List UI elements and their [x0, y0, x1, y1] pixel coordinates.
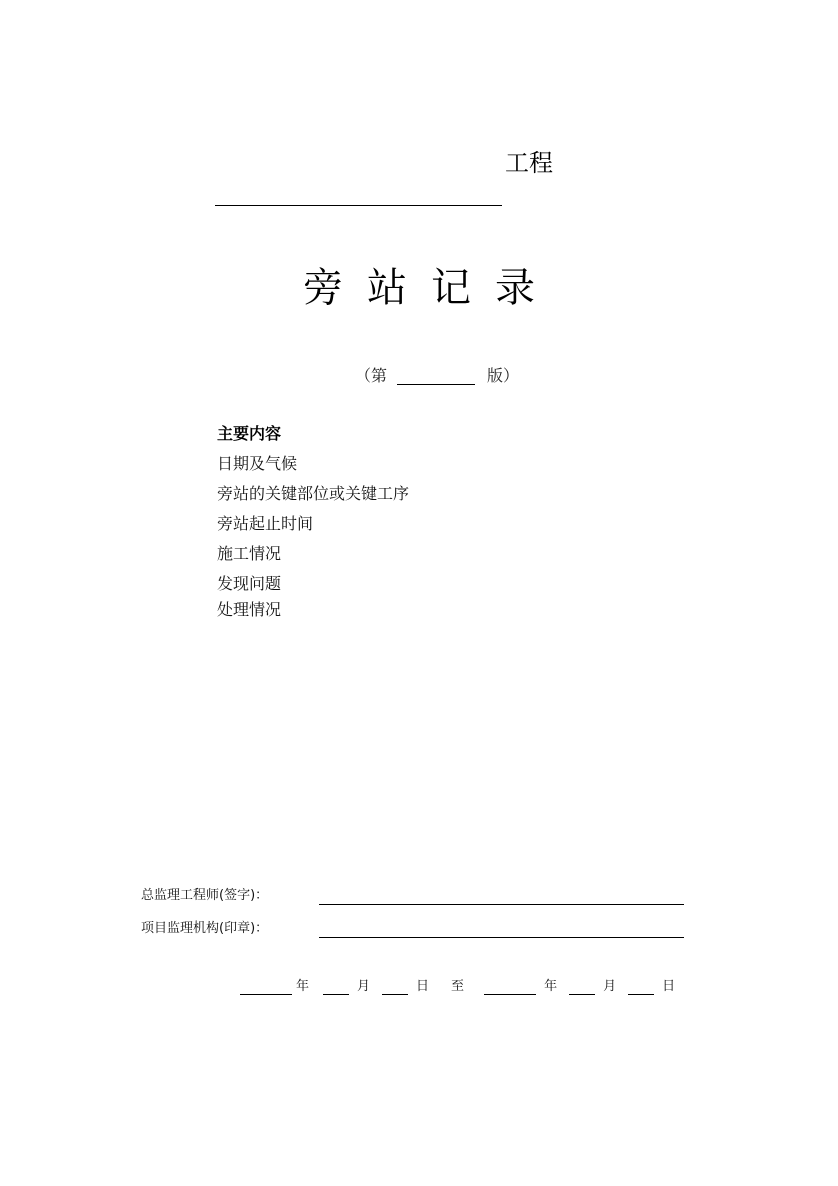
agency-label: 项目监理机构(印章)：: [141, 921, 269, 936]
date-range-row: [240, 977, 675, 997]
end-month-unit: 月: [603, 979, 617, 994]
contents-heading: 主要内容: [217, 424, 282, 443]
agency-seal-blank[interactable]: [319, 937, 684, 938]
title-char: 旁: [303, 265, 343, 311]
start-year-unit: 年: [296, 979, 310, 994]
page-title: [0, 258, 838, 318]
start-day-blank[interactable]: [382, 978, 408, 995]
list-item: 日期及气候: [217, 454, 298, 473]
end-day-unit: 日: [662, 979, 676, 994]
start-month-unit: 月: [357, 979, 371, 994]
start-year-blank[interactable]: [240, 978, 292, 995]
list-item: 处理情况: [217, 600, 282, 619]
end-year-unit: 年: [544, 979, 558, 994]
edition-prefix: （第: [355, 366, 388, 385]
end-year-blank[interactable]: [484, 978, 536, 995]
chief-engineer-signature-blank[interactable]: [319, 904, 684, 905]
title-char: 记: [431, 265, 471, 311]
list-item: 旁站起止时间: [217, 514, 314, 533]
edition-number-blank[interactable]: [397, 368, 475, 385]
list-item: 旁站的关键部位或关键工序: [217, 484, 410, 503]
to-label: 至: [451, 979, 465, 994]
chief-engineer-label: 总监理工程师(签字)：: [141, 888, 269, 903]
edition-line: [355, 364, 519, 388]
project-suffix: 工程: [505, 149, 553, 177]
end-day-blank[interactable]: [628, 978, 654, 995]
start-day-unit: 日: [416, 979, 430, 994]
end-month-blank[interactable]: [569, 978, 595, 995]
contents-list: [217, 452, 409, 628]
start-month-blank[interactable]: [323, 978, 349, 995]
list-item: 施工情况: [217, 544, 282, 563]
project-name-blank[interactable]: [215, 205, 502, 206]
title-char: 站: [367, 265, 407, 311]
list-item: 发现问题: [217, 574, 282, 593]
title-char: 录: [495, 265, 535, 311]
edition-suffix: 版）: [487, 366, 520, 385]
